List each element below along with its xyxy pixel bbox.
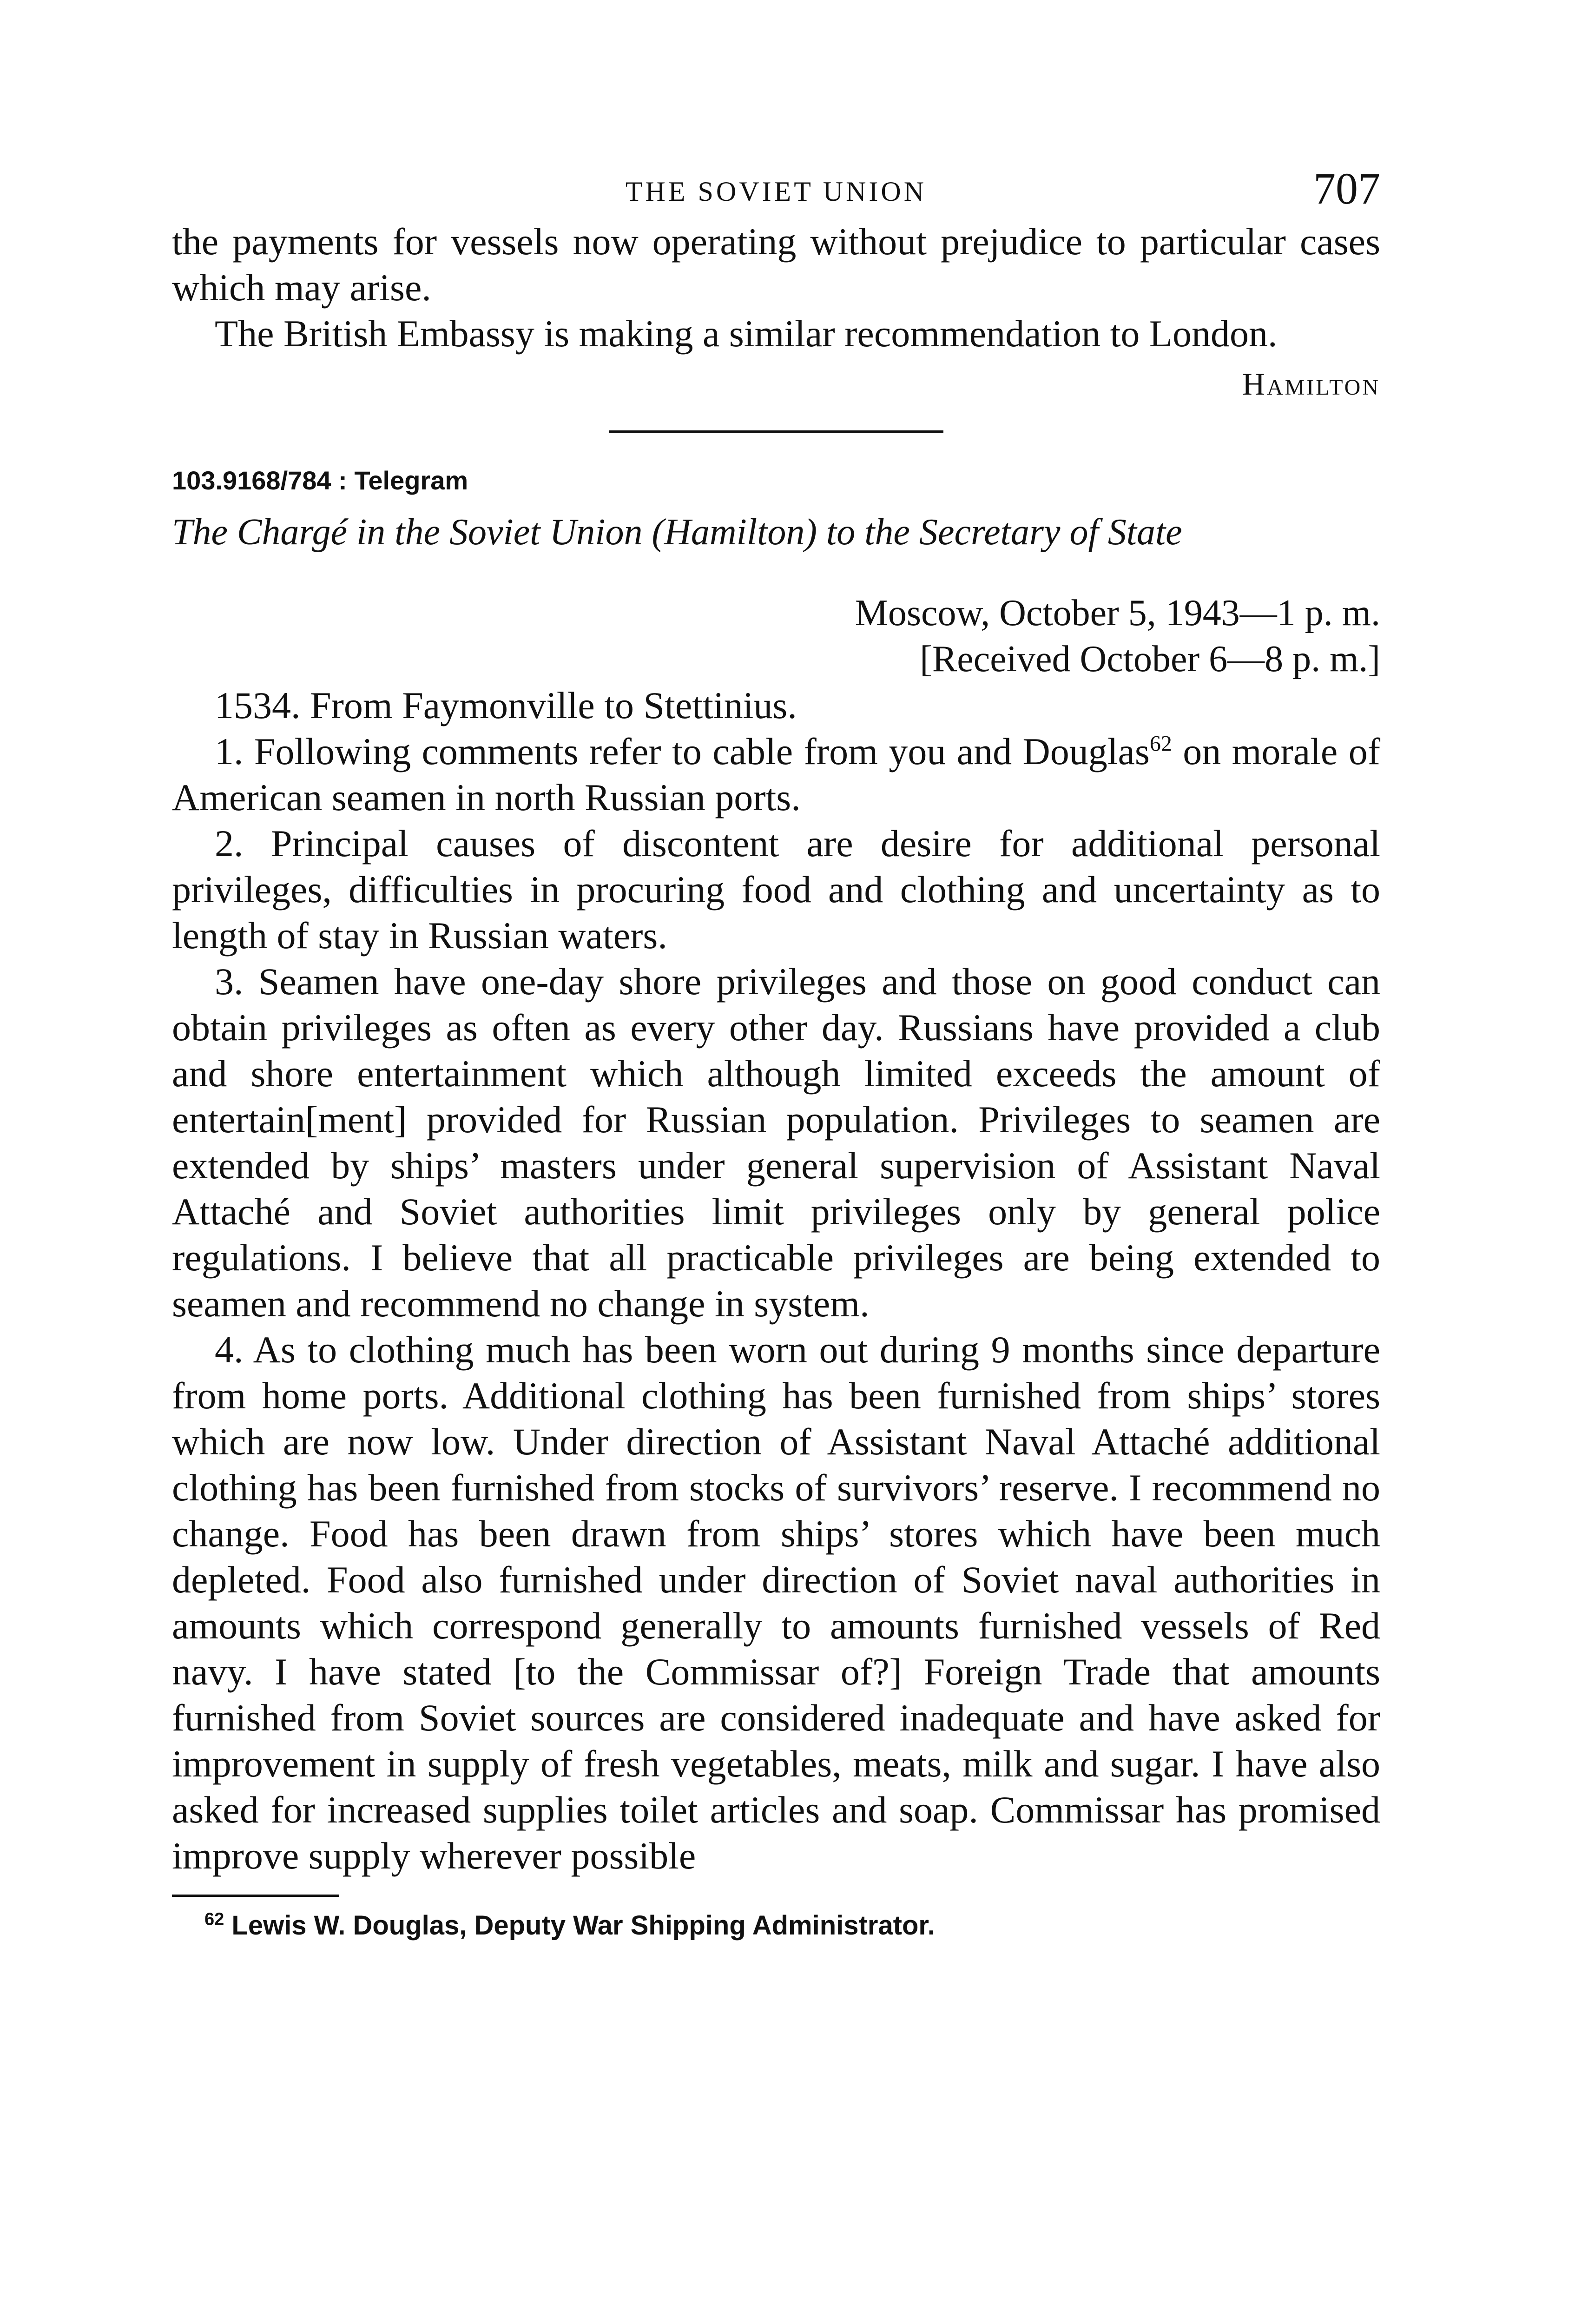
file-reference: 103.9168/784 : Telegram [172, 466, 468, 495]
footnote [172, 1907, 1380, 1944]
document-title: The Chargé in the Soviet Union (Hamilton) to the Secretary of State [172, 512, 1182, 553]
running-title: THE SOVIET UNION [625, 176, 927, 207]
paragraph-3: 3. Seamen have one-day shore privileges and those on good conduct can obtain privileges as often as every other day. Russians have provided a club and shore entertainment which although limited exceeds the amount of entertain[ment] provided for Russian population. Privileges to seamen are extended by ships’ masters under general supervision of Assistant Naval Attaché and Soviet authorities limit privileges only by general police regulations. I believe that all practicable privileges are being extended to seamen and recommend no change in system. [172, 960, 1380, 1325]
received-line: [Received October 6—8 p. m.] [920, 639, 1380, 680]
telegram-number-paragraph: 1534. From Faymonville to Stettinius. [215, 684, 797, 726]
paragraph-2: 2. Principal causes of discontent are desire for additional personal privileges, difficulties in procuring food and clothing and uncertainty as to length of stay in Russian waters. [172, 822, 1380, 957]
footnote-text: Lewis W. Douglas, Deputy War Shipping Administrator. [224, 1910, 935, 1941]
dateline: Moscow, October 5, 1943—1 p. m. [855, 593, 1380, 634]
page-number: 707 [1313, 164, 1380, 213]
document-page [172, 164, 1381, 1944]
signature: Hamilton [1242, 366, 1380, 402]
footnote-marker: 62 [204, 1909, 224, 1929]
running-head [172, 164, 1380, 218]
paragraph-4: 4. As to clothing much has been worn out during 9 months since departure from home ports. Additional clothing has been furnished from ships’ stores which are now low. Under direction of Assistant Naval Attaché additional clothing has been furnished from stocks of survivors’ reserve. I recommend no change. Food has been drawn from ships’ stores which have been much depleted. Food also furnished under direction of Soviet naval authorities in amounts which correspond generally to amounts furnished vessels of Red navy. I have stated [to the Commissar of?] Foreign Trade that amounts furnished from Soviet sources are considered inadequate and have asked for improvement in supply of fresh vegetables, meats, milk and sugar. I have also asked for increased supplies toilet articles and soap. Commissar has promised improve supply wherever possible [172, 1328, 1380, 1877]
continuation-paragraph: the payments for vessels now operating without prejudice to particular cases which may arise. [172, 220, 1380, 309]
footnote-divider [172, 1895, 339, 1897]
paragraph-1-text-end: on morale of American seamen in north Russian ports. [172, 730, 1381, 819]
section-divider [609, 430, 943, 433]
paragraph-1-text: 1. Following comments refer to cable from you and Douglas [215, 730, 1150, 772]
british-embassy-paragraph: The British Embassy is making a similar recommendation to London. [215, 312, 1278, 355]
paragraph-1 [172, 728, 1380, 820]
footnote-reference: 62 [1149, 731, 1172, 756]
